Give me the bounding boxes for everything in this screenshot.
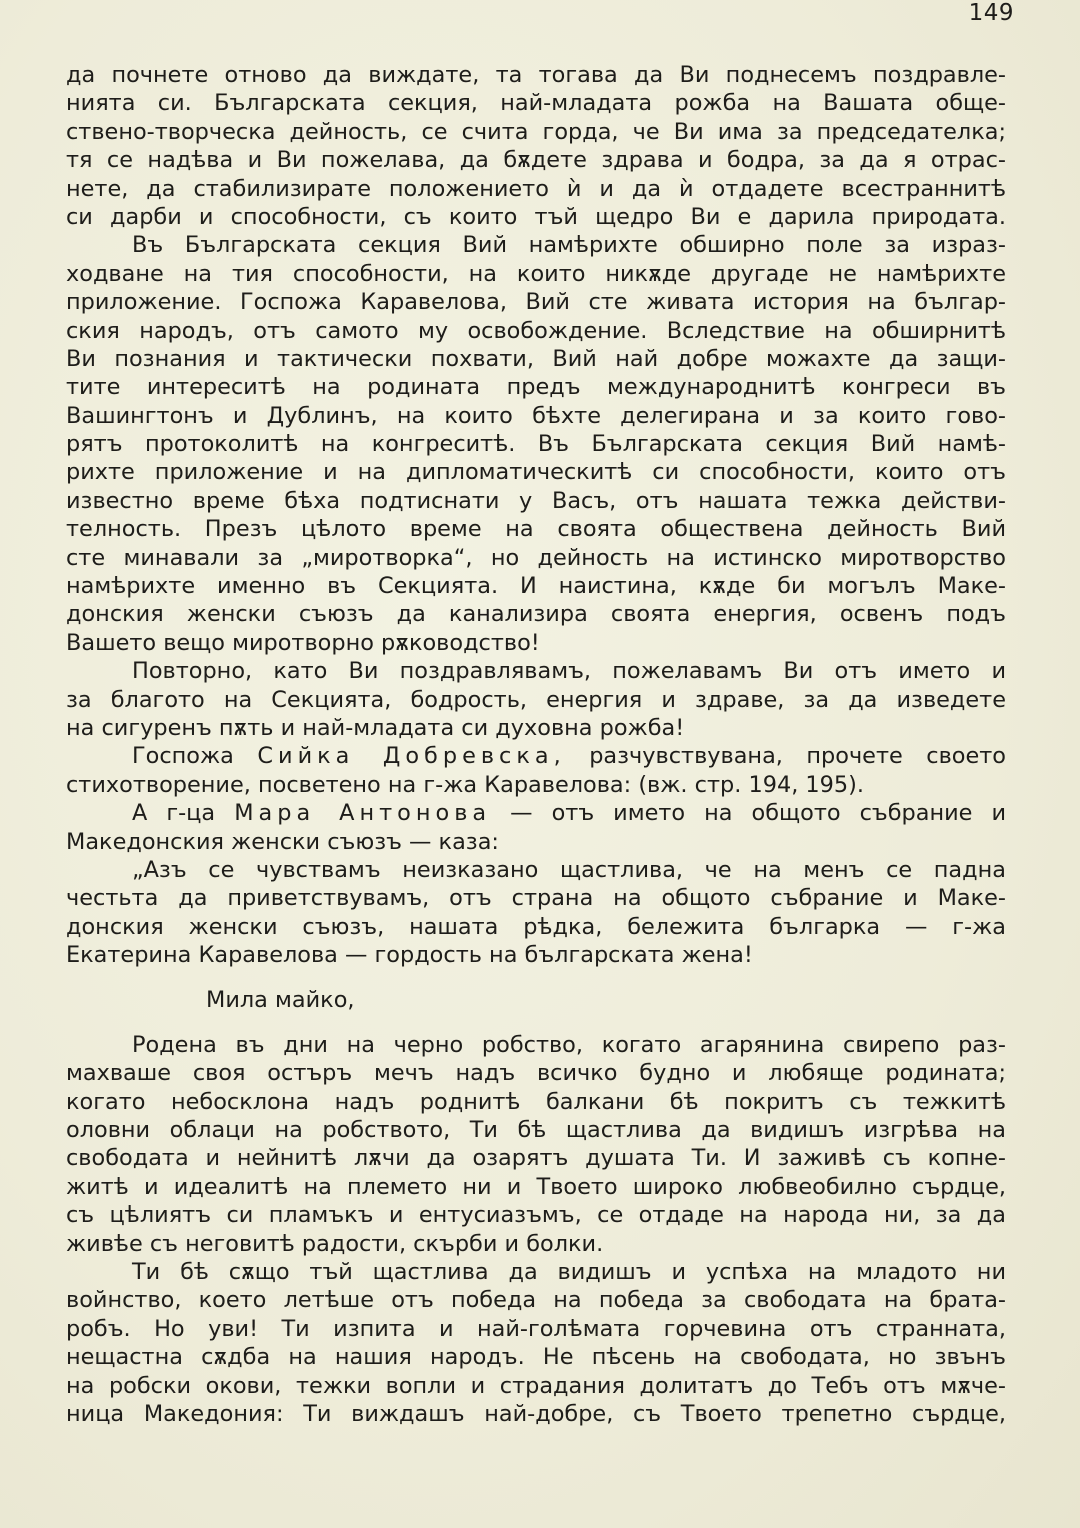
text-line: Екатерина Каравелова — гордость на българската жена!	[66, 942, 753, 969]
text-line: Вашето вещо миротворно рѫководство!	[66, 629, 540, 656]
text-line: тите интереситѣ на родината предъ международнитѣ конгреси въ	[66, 374, 1006, 401]
text-fragment: Госпожа	[132, 743, 234, 770]
text-line: махваше своя остъръ мечъ надъ всичко будно и любяще родината;	[66, 1060, 1006, 1087]
speaker-name: Мара Антонова	[234, 800, 492, 827]
text-line: телность. Презъ цѣлото време на своята обществена дейность Вий	[66, 516, 1006, 543]
text-line: ходване на тия способности, на които никѫде другаде не намѣрихте	[66, 260, 1006, 287]
text-line: живѣе съ неговитѣ радости, скърби и болки.	[66, 1230, 604, 1257]
text-line: житѣ и идеалитѣ на племето ни и Твоето широко любвеобилно сърдце,	[66, 1173, 1006, 1200]
text-line: войнство, което летѣше отъ победа на победа за свободата на брата-	[66, 1287, 1006, 1314]
text-fragment: — отъ името на общото събрание и	[510, 800, 1007, 827]
text-line: Ти бѣ сѫщо тъй щастлива да видишъ и успѣха на младото ни	[132, 1259, 1006, 1286]
paragraph	[66, 657, 1006, 742]
text-line: стихотворение, посветено на г-жа Каравелова: (вж. стр. 194, 195).	[66, 771, 865, 798]
paragraph	[66, 1258, 1006, 1428]
text-line: намѣрихте именно въ Секцията. И наистина, кѫде би могълъ Маке-	[66, 573, 1006, 600]
speaker-name: Сийка Добревска,	[257, 743, 566, 770]
text-line: Родена въ дни на черно робство, когато агарянина свирепо раз-	[132, 1031, 1006, 1058]
text-line: ница Македония: Ти виждашъ най-добре, съ Твоето трепетно сърдце,	[66, 1400, 1006, 1427]
text-line: на робски окови, тежки вопли и страдания долитатъ до Тебъ отъ мѫче-	[66, 1372, 1006, 1399]
text-line: известно време бѣха подтиснати у Васъ, отъ нашата тежка действи-	[66, 487, 1006, 514]
text-line: сте минавали за „миротворка“, но дейность на истинско миротворство	[66, 544, 1006, 571]
text-line: донския женски съюзъ да канализира своята енергия, освенъ подъ	[66, 601, 1006, 628]
text-line: оловни облаци на робството, Ти бѣ щастлива да видишъ изгрѣва на	[66, 1117, 1006, 1144]
text-line: за благото на Секцията, бодрость, енергия и здраве, за да изведете	[66, 686, 1006, 713]
text-line: когато небосклона надъ роднитѣ балкани бѣ покритъ съ тежкитѣ	[66, 1088, 1006, 1115]
page-text	[66, 61, 1006, 1428]
text-line: Повторно, като Ви поздравлявамъ, пожелавамъ Ви отъ името и	[132, 658, 1006, 685]
text-fragment: А г-ца	[132, 800, 216, 827]
text-line: съ цѣлиятъ си пламъкъ и ентусиазъмъ, се отдаде на народа ни, за да	[66, 1202, 1006, 1229]
text-fragment: разчувствувана, прочете своето	[589, 743, 1006, 770]
text-line: Ви познания и тактически похвати, Вий най добре можахте да защи-	[66, 345, 1006, 372]
text-line: рятъ протоколитѣ на конгреситѣ. Въ Българската секция Вий намѣ-	[66, 431, 1006, 458]
paragraph	[66, 1031, 1006, 1258]
paragraph	[66, 799, 1006, 856]
paragraph	[66, 856, 1006, 970]
text-line: приложение. Госпожа Каравелова, Вий сте живата история на българ-	[66, 289, 1006, 316]
paragraph	[66, 61, 1006, 231]
paragraph	[66, 231, 1006, 657]
text-line: Вашингтонъ и Дублинъ, на които бѣхте делегирана и за които гово-	[66, 402, 1006, 429]
text-line: да почнете отново да виждате, та тогава да Ви поднесемъ поздравле-	[66, 62, 1006, 88]
text-line: донския женски съюзъ, нашата рѣдка, бележита българка — г-жа	[66, 913, 1006, 940]
text-line: рихте приложение и на дипломатическитѣ си способности, които отъ	[66, 459, 1006, 486]
page-number: 149	[968, 0, 1014, 26]
text-line: нете, да стабилизирате положението ѝ и да ѝ отдадете всестраннитѣ	[66, 175, 1006, 202]
text-line: „Азъ се чувствамъ неизказано щастлива, че на менъ се падна	[132, 856, 1006, 883]
paragraph	[66, 742, 1006, 799]
text-line: свободата и нейнитѣ лѫчи да озарятъ душата Ти. И заживѣ съ копне-	[66, 1145, 1006, 1172]
text-line: ския народъ, отъ самото му освобождение. Вследствие на обширнитѣ	[66, 317, 1006, 344]
text-line: на сигуренъ пѫть и най-младата си духовна рожба!	[66, 714, 685, 741]
text-line: нията си. Българската секция, най-младата рожба на Вашата обще-	[66, 90, 1006, 117]
text-line: честьта да приветствувамъ, отъ страна на общото събрание и Маке-	[66, 885, 1006, 912]
text-line	[66, 799, 1006, 827]
text-line	[66, 742, 1006, 770]
salutation: Мила майко,	[206, 986, 355, 1013]
text-line: Македонския женски съюзъ — каза:	[66, 828, 499, 855]
text-line: тя се надѣва и Ви пожелава, да бѫдете здрава и бодра, за да я отрас-	[66, 147, 1006, 174]
text-line: нещастна сѫдба на нашия народъ. Не пѣсень на свободата, но звънъ	[66, 1344, 1006, 1371]
text-line: си дарби и способности, съ които тъй щедро Ви е дарила природата.	[66, 203, 1006, 230]
text-line: Въ Българската секция Вий намѣрихте обширно поле за израз-	[132, 232, 1006, 259]
text-line: ствено-творческа дейность, се счита горда, че Ви има за председателка;	[66, 118, 1006, 145]
text-line: робъ. Но уви! Ти изпита и най-голѣмата горчевина отъ странната,	[66, 1315, 1006, 1342]
